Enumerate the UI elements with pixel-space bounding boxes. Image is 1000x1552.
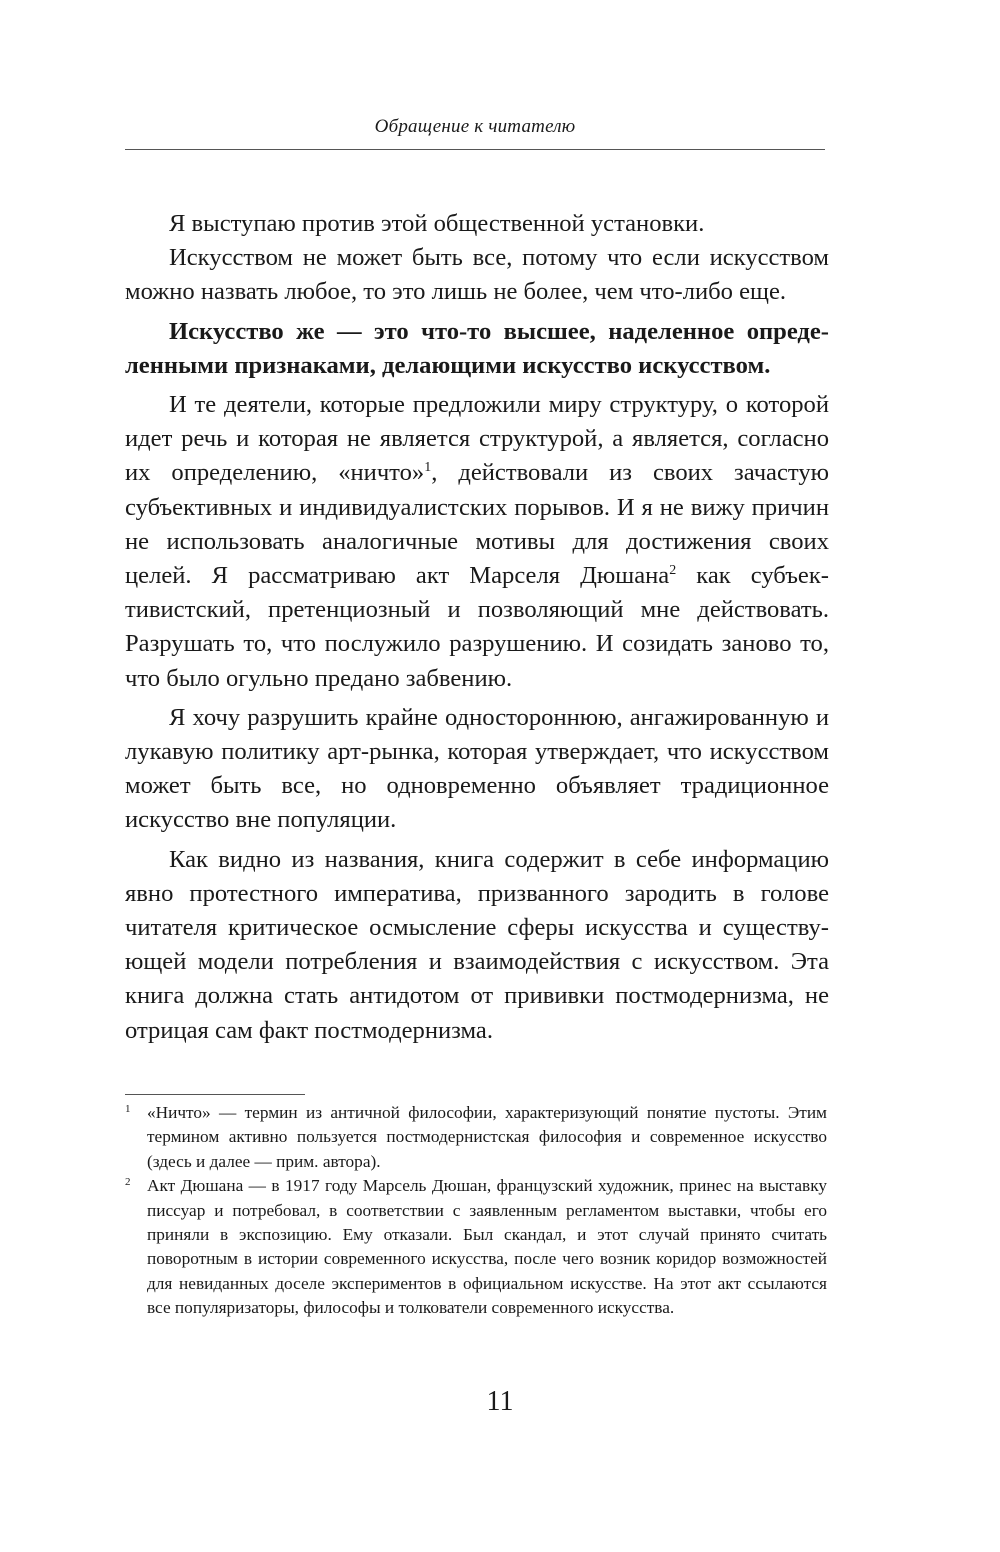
paragraph-4 bbox=[125, 388, 829, 696]
main-text bbox=[125, 207, 829, 1048]
paragraph-1: Я выступаю против этой общественной установки. bbox=[169, 210, 705, 237]
paragraph-5: Я хочу разрушить крайне одностороннюю, ангажированную и лукавую политику арт-рынка, которая утверждает, что искусством может быть все, но одновременно объявляет традиционное искусство вне популяции. bbox=[125, 703, 829, 834]
footnote-text: Акт Дюшана — в 1917 году Марсель Дюшан, французский художник, принес на выставку писсуар и потребовал, в соответствии с заявленным регламентом выставки, чтобы его приняли в экспозицию. Ему отказали. Был скандал, и этот случай принято считать поворотным в истории современного искусства, после чего возник коридор возможностей для невиданных доселе экспериментов в официальном искусстве. На этот акт ссылаются все популяризаторы, философы и толкователи современного искусства. bbox=[147, 1176, 827, 1318]
paragraph-4-text-a: И те деятели, которые предложили миру структуру, о которой идет речь и которая не является структурой, а является, согласно их определению, «ничто» bbox=[125, 391, 829, 487]
running-title: Обращение к читателю bbox=[374, 116, 576, 137]
paragraph-2: Искусством не может быть все, потому что если искусством можно назвать любое, то это лишь не более, чем что-либо еще. bbox=[125, 244, 829, 306]
footnote-2 bbox=[125, 1174, 827, 1320]
paragraph-4-text-b: , действовали из своих зачастую субъективных и индивидуалистских порывов. И я не вижу причин не использовать аналогичные мотивы для достижения своих целей. Я рассматриваю акт Марселя Дюшана bbox=[125, 459, 829, 590]
footnote-number: 2 bbox=[125, 1176, 131, 1189]
footnote-ref-2[interactable]: 2 bbox=[669, 562, 677, 578]
page-number: 11 bbox=[486, 1386, 514, 1417]
footnote-divider bbox=[125, 1094, 305, 1095]
footnotes bbox=[125, 1101, 827, 1321]
footnote-number: 1 bbox=[125, 1103, 131, 1115]
paragraph-3-bold: Искусство же — это что-то высшее, наделенное определенными признаками, делающими искусство искусством. bbox=[125, 317, 829, 379]
footnote-1 bbox=[125, 1101, 827, 1174]
paragraph-4-text-c: как субъективистский, претенциозный и позволяющий мне действовать. Разрушать то, что послужило разрушению. И созидать заново то, что было огульно предано забвению. bbox=[125, 562, 829, 692]
paragraph-6: Как видно из названия, книга содержит в себе информацию явно протестного императива, призванного зародить в голове читателя критическое осмысление сферы искусства и существующей модели потребления и взаимодействия с искусством. Эта книга должна стать антидотом от прививки постмодернизма, не отрицая сам факт постмодернизма. bbox=[125, 845, 829, 1044]
footnote-text: «Ничто» — термин из античной философии, характеризующий понятие пустоты. Этим термином активно пользуется постмодернистская философия и современное искусство (здесь и далее — прим. автора). bbox=[147, 1103, 827, 1171]
header-divider bbox=[125, 149, 825, 150]
footnote-ref-1[interactable]: 1 bbox=[424, 460, 432, 476]
